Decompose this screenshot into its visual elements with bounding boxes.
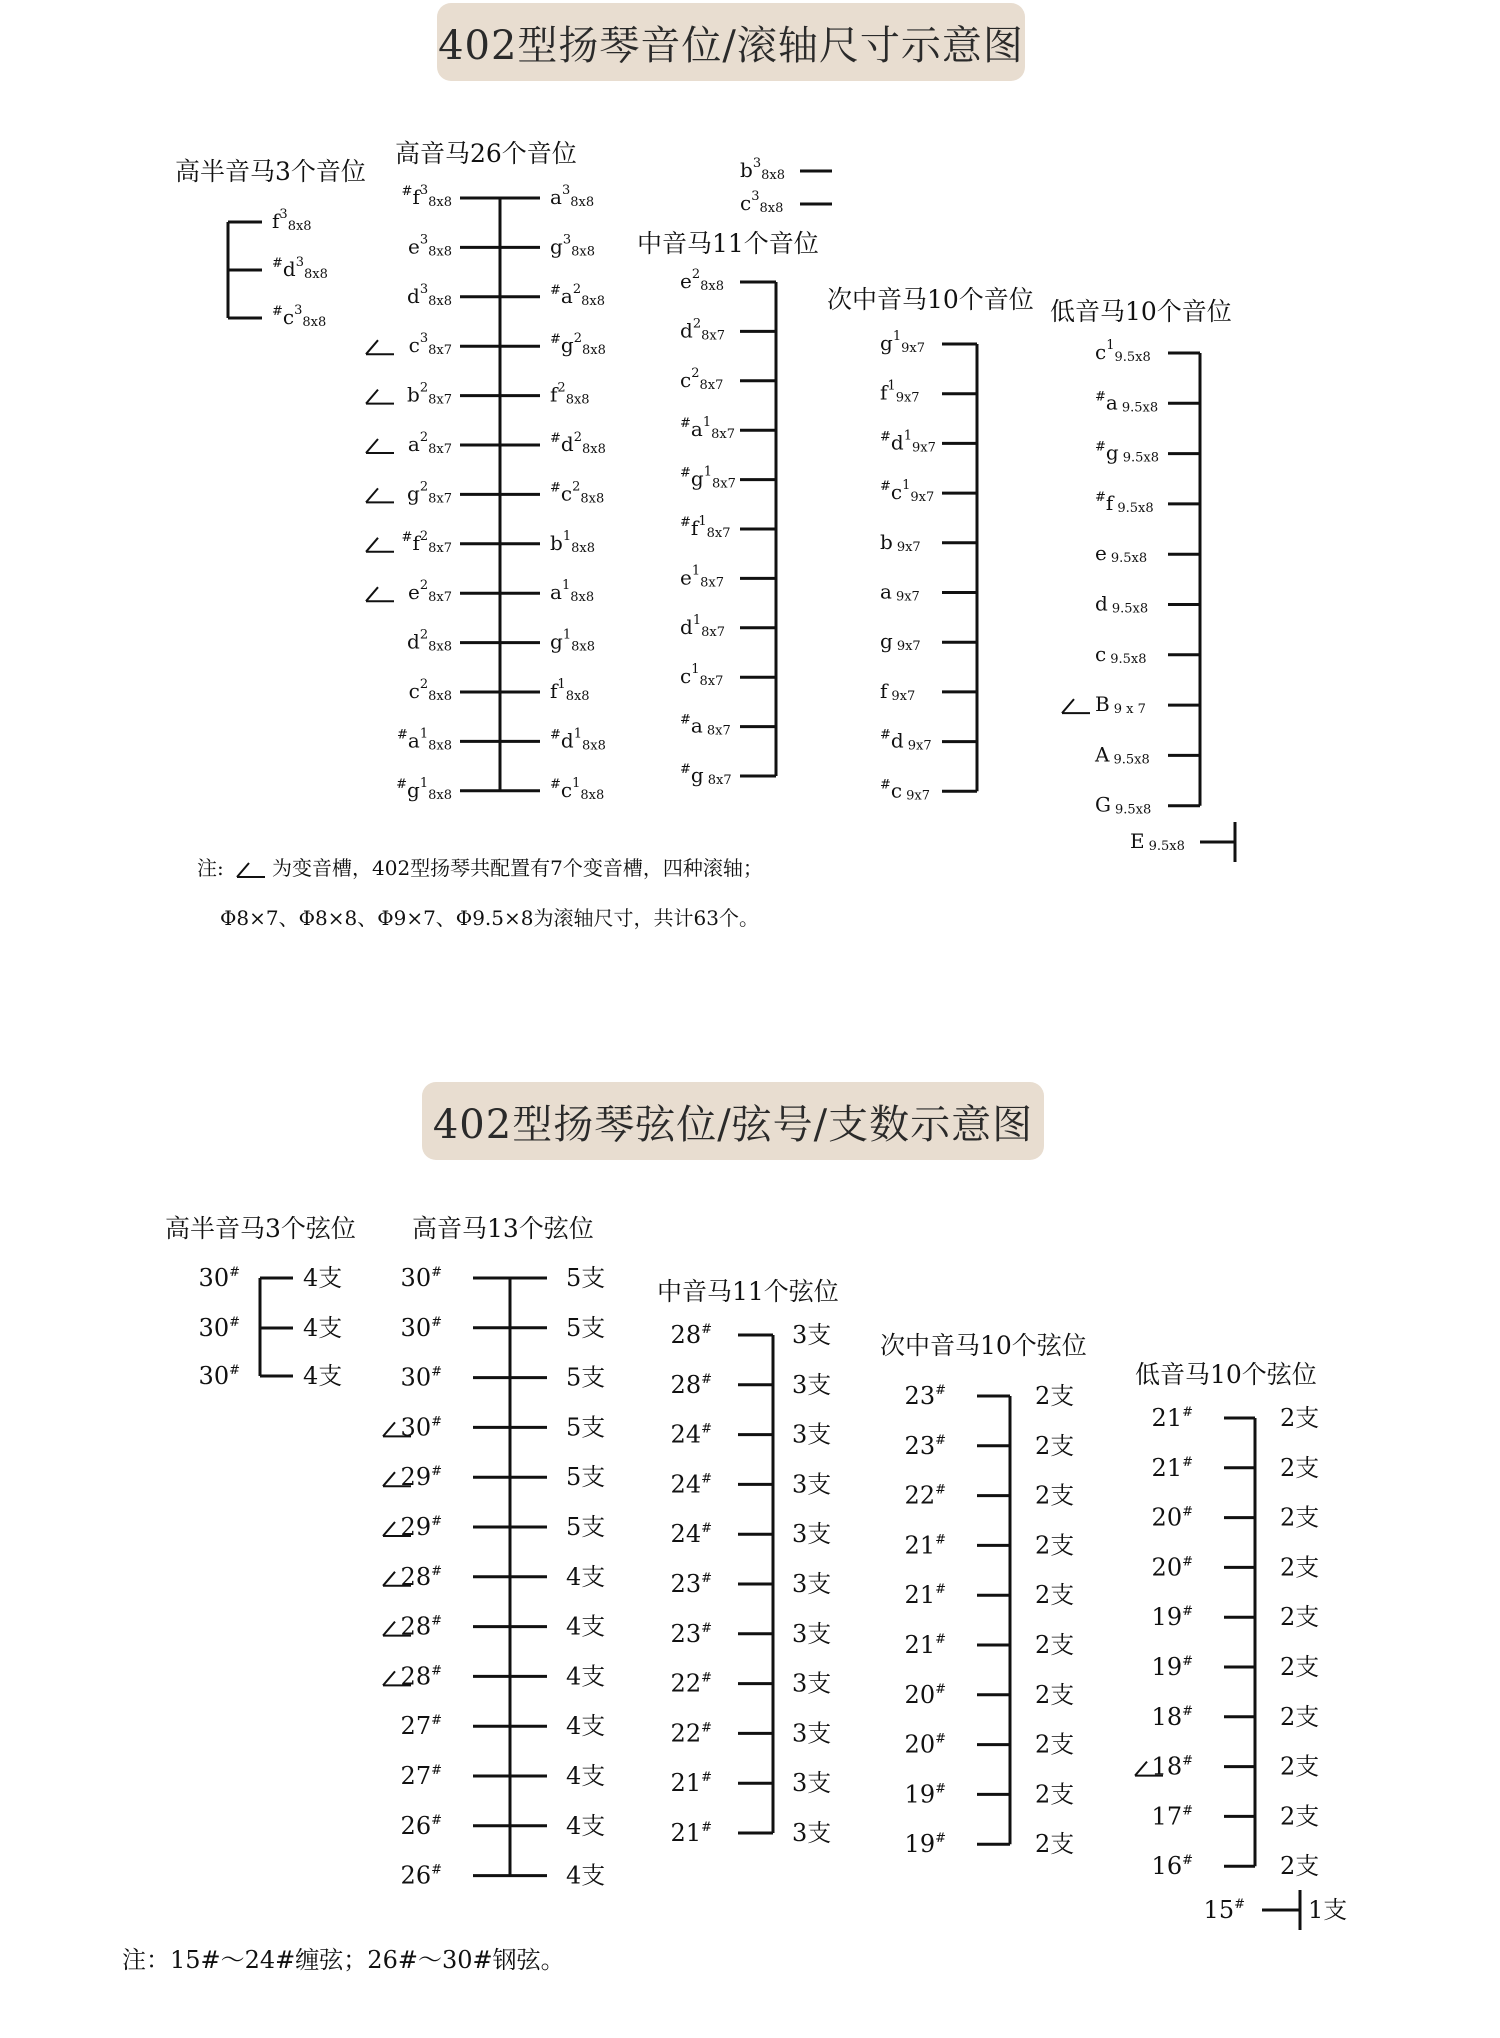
- bottom-hh-count: 4支: [303, 1362, 343, 1390]
- top-low-label: #f 9.5x8: [1095, 489, 1154, 516]
- top-submid-label: b 9x7: [880, 529, 921, 555]
- top-mid-label: $d^2_{8x7}$: [680, 316, 725, 344]
- top-high-left-label: $^{\#}g^1_{8x8}$: [396, 775, 452, 803]
- bottom-submid-label: 19#: [904, 1780, 946, 1809]
- top-high-mod-mark: [366, 340, 394, 354]
- top-low-label: e 9.5x8: [1095, 541, 1148, 567]
- bottom-submid-label: 23#: [904, 1431, 946, 1460]
- bottom-low-count: 2支: [1280, 1852, 1320, 1881]
- bottom-submid-label: 21#: [904, 1581, 946, 1610]
- bottom-low-count: 2支: [1280, 1453, 1320, 1482]
- bottom-mid-count: 3支: [792, 1669, 832, 1698]
- bottom-high-count: 4支: [566, 1762, 606, 1790]
- top-high-right-label: $g^1_{8x8}$: [550, 627, 595, 655]
- bottom-low-count: 2支: [1280, 1653, 1320, 1681]
- bottom-low-label: 21#: [1151, 1453, 1193, 1482]
- bottom-submid-count: 2支: [1035, 1431, 1075, 1460]
- bottom-mid-label: 23#: [670, 1619, 712, 1648]
- bottom-high-count: 4支: [566, 1811, 606, 1840]
- bottom-submid-count: 2支: [1035, 1730, 1075, 1759]
- top-extra-label: $c^3_{8x8}$: [740, 189, 784, 216]
- bottom-mid-label: 24#: [670, 1520, 712, 1549]
- top-mid-label: $c^1_{8x7}$: [680, 662, 724, 690]
- bottom-mid-label: 22#: [670, 1719, 712, 1748]
- bottom-high-label: 30#: [400, 1313, 442, 1342]
- bottom-mid-count: 3支: [792, 1321, 832, 1349]
- top-hh-label: $f^3_{8x8}$: [272, 207, 312, 234]
- bottom-hh-label: 30#: [198, 1264, 240, 1292]
- bottom-high-heading: 高音马13个弦位: [412, 1214, 594, 1243]
- bottom-submid-count: 2支: [1035, 1631, 1075, 1659]
- top-high-right-label: $^{\#}c^2_{8x8}$: [550, 479, 605, 507]
- bottom-high-label: 26#: [400, 1861, 442, 1890]
- bottom-submid-count: 2支: [1035, 1531, 1075, 1560]
- top-submid-label: a 9x7: [880, 579, 920, 605]
- bottom-submid-label: 22#: [904, 1481, 946, 1510]
- top-mid-label: $c^2_{8x7}$: [680, 365, 724, 393]
- bottom-submid-count: 2支: [1035, 1581, 1075, 1610]
- top-title: 402型扬琴音位/滚轴尺寸示意图: [437, 3, 1025, 81]
- bottom-high-count: 5支: [566, 1363, 606, 1392]
- top-note-line1: 为变音槽，402型扬琴共配置有7个变音槽，四种滚轴；: [272, 856, 763, 880]
- bottom-low-count: 2支: [1280, 1752, 1320, 1781]
- bottom-high-count: 4支: [566, 1662, 606, 1691]
- bottom-mid-count: 3支: [792, 1719, 832, 1748]
- top-mid-label: #g 8x7: [680, 762, 732, 788]
- bottom-high-count: 4支: [566, 1612, 606, 1641]
- bottom-mid-label: 23#: [670, 1570, 712, 1598]
- bottom-low-label: 17#: [1151, 1802, 1193, 1831]
- bottom-mid-count: 3支: [792, 1470, 832, 1499]
- bottom-low-heading: 低音马10个弦位: [1135, 1360, 1317, 1389]
- bottom-submid-count: 2支: [1035, 1780, 1075, 1809]
- bottom-low-label: 19#: [1151, 1653, 1193, 1681]
- bottom-low-label: 20#: [1151, 1503, 1193, 1532]
- bottom-high-count: 5支: [566, 1463, 606, 1492]
- bottom-mid-label: 28#: [670, 1370, 712, 1399]
- bottom-low-count: 2支: [1280, 1404, 1320, 1432]
- bottom-mid-count: 3支: [792, 1819, 832, 1847]
- top-high-left-label: $^{\#}f^3_{8x8}$: [401, 183, 452, 210]
- top-low-label: d 9.5x8: [1095, 591, 1149, 617]
- bottom-hh-label: 30#: [198, 1362, 240, 1390]
- top-high-right-label: $g^3_{8x8}$: [550, 232, 595, 260]
- bottom-mid-count: 3支: [792, 1619, 832, 1648]
- top-low-label: #a 9.5x8: [1095, 389, 1159, 416]
- top-high-left-label: $b^2_{8x7}$: [407, 380, 452, 408]
- bottom-low-count: 2支: [1280, 1603, 1320, 1632]
- bottom-low-label: 18#: [1151, 1752, 1193, 1781]
- bottom-high-count: 5支: [566, 1413, 606, 1442]
- bottom-high-label: 28#: [400, 1612, 442, 1641]
- bottom-mid-label: 28#: [670, 1321, 712, 1349]
- bottom-hh-count: 4支: [303, 1264, 343, 1292]
- top-low-label: $c^1_{9.5x8}$: [1095, 338, 1151, 365]
- top-high-mod-mark: [366, 390, 394, 404]
- top-mid-label: $^{\#}g^1_{8x7}$: [680, 464, 736, 492]
- top-submid-label: #d 9x7: [880, 727, 932, 754]
- top-high-mod-mark: [366, 439, 394, 453]
- bottom-hh-count: 4支: [303, 1314, 343, 1342]
- bottom-high-label: 28#: [400, 1562, 442, 1591]
- top-high-right-label: $b^1_{8x8}$: [550, 528, 595, 556]
- top-high-right-label: $^{\#}d^2_{8x8}$: [550, 430, 606, 457]
- bottom-mid-heading: 中音马11个弦位: [657, 1277, 839, 1306]
- bottom-submid-label: 21#: [904, 1631, 946, 1659]
- top-mid-label: $e^1_{8x7}$: [680, 563, 724, 591]
- bottom-high-label: 27#: [400, 1712, 442, 1741]
- top-high-left-label: $e^2_{8x7}$: [408, 578, 452, 606]
- bottom-high-count: 4支: [566, 1861, 606, 1890]
- top-submid-label: g 9x7: [880, 629, 921, 655]
- top-submid-label: $^{\#}d^1_{9x7}$: [880, 428, 936, 456]
- top-high-right-label: $^{\#}g^2_{8x8}$: [550, 331, 606, 359]
- top-extra-label: $b^3_{8x8}$: [740, 156, 785, 183]
- top-high-right-label: $f^1_{8x8}$: [550, 677, 590, 704]
- bottom-mid-count: 3支: [792, 1769, 832, 1798]
- bottom-submid-label: 20#: [904, 1730, 946, 1759]
- bottom-submid-label: 19#: [904, 1830, 946, 1859]
- bottom-note: 注：15#～24#缠弦；26#～30#钢弦。: [122, 1946, 565, 1974]
- top-mid-label: $d^1_{8x7}$: [680, 612, 725, 640]
- bottom-title: 402型扬琴弦位/弦号/支数示意图: [422, 1082, 1044, 1160]
- top-high-left-label: $e^3_{8x8}$: [408, 232, 452, 260]
- bottom-high-label: 27#: [400, 1762, 442, 1790]
- top-low-mod-mark: [1062, 699, 1090, 713]
- bottom-low-count: 2支: [1280, 1503, 1320, 1532]
- bottom-submid-count: 2支: [1035, 1680, 1075, 1709]
- top-low-label: B 9 x 7: [1095, 692, 1146, 718]
- bottom-high-label: 26#: [400, 1811, 442, 1840]
- top-high-left-label: $g^2_{8x7}$: [407, 479, 452, 507]
- bottom-submid-count: 2支: [1035, 1382, 1075, 1410]
- top-note-prefix: 注:: [197, 856, 224, 880]
- bottom-low-label: 18#: [1151, 1702, 1193, 1731]
- top-high-left-label: $^{\#}a^1_{8x8}$: [397, 726, 452, 754]
- top-submid-heading: 次中音马10个音位: [827, 285, 1034, 314]
- bottom-lowE-count: 1支: [1308, 1896, 1348, 1924]
- bottom-high-label: 30#: [400, 1363, 442, 1392]
- top-submid-label: $g^1_{9x7}$: [880, 329, 925, 356]
- bottom-low-label: 16#: [1151, 1852, 1193, 1881]
- top-high-left-label: $c^2_{8x8}$: [408, 677, 452, 704]
- top-high-right-label: $f^2_{8x8}$: [550, 380, 590, 408]
- top-high-right-label: $^{\#}a^2_{8x8}$: [550, 281, 605, 309]
- top-mid-heading: 中音马11个音位: [637, 229, 819, 258]
- bottom-low-label: 21#: [1151, 1404, 1193, 1432]
- bottom-mid-label: 24#: [670, 1470, 712, 1499]
- bottom-mid-count: 3支: [792, 1370, 832, 1399]
- bottom-high-count: 5支: [566, 1513, 606, 1541]
- bottom-high-count: 4支: [566, 1712, 606, 1741]
- bottom-mid-label: 24#: [670, 1420, 712, 1449]
- top-high-right-label: $a^3_{8x8}$: [550, 183, 595, 210]
- top-high-right-label: $^{\#}c^1_{8x8}$: [550, 775, 605, 803]
- top-high-mod-mark: [366, 538, 394, 552]
- top-high-mod-mark: [366, 587, 394, 601]
- top-low-label: #g 9.5x8: [1095, 439, 1159, 466]
- bottom-submid-count: 2支: [1035, 1830, 1075, 1859]
- top-submid-label: f 9x7: [880, 678, 916, 704]
- top-low-heading: 低音马10个音位: [1050, 297, 1232, 326]
- bottom-high-count: 5支: [566, 1313, 606, 1342]
- top-hh-heading: 高半音马3个音位: [175, 157, 366, 186]
- bottom-mid-label: 21#: [670, 1769, 712, 1798]
- bottom-high-label: 29#: [400, 1463, 442, 1492]
- top-high-heading: 高音马26个音位: [395, 139, 577, 168]
- bottom-low-count: 2支: [1280, 1802, 1320, 1831]
- top-hh-label: $^{\#}d^3_{8x8}$: [272, 255, 328, 282]
- bottom-submid-label: 23#: [904, 1382, 946, 1410]
- top-high-left-label: $c^3_{8x7}$: [408, 331, 452, 359]
- bottom-low-count: 2支: [1280, 1553, 1320, 1582]
- top-high-left-label: $a^2_{8x7}$: [407, 430, 452, 457]
- bottom-high-count: 5支: [566, 1264, 606, 1292]
- top-mid-label: $^{\#}f^1_{8x7}$: [680, 514, 731, 541]
- top-submid-label: $f^1_{9x7}$: [880, 378, 920, 406]
- top-high-left-label: $d^2_{8x8}$: [407, 627, 452, 655]
- bottom-hh-label: 30#: [198, 1314, 240, 1342]
- bottom-submid-label: 20#: [904, 1680, 946, 1709]
- bottom-low-label: 20#: [1151, 1553, 1193, 1582]
- top-low-label: c 9.5x8: [1095, 641, 1147, 667]
- bottom-submid-heading: 次中音马10个弦位: [880, 1331, 1087, 1360]
- top-lowE-label: E 9.5x8: [1130, 829, 1185, 854]
- top-note-line2: Φ8×7、Φ8×8、Φ9×7、Φ9.5×8为滚轴尺寸，共计63个。: [220, 906, 759, 930]
- bottom-mid-count: 3支: [792, 1570, 832, 1598]
- bottom-high-label: 30#: [400, 1264, 442, 1292]
- top-high-left-label: $d^3_{8x8}$: [407, 281, 452, 309]
- top-high-mod-mark: [366, 488, 394, 502]
- top-hh-label: $^{\#}c^3_{8x8}$: [272, 303, 327, 330]
- bottom-high-label: 29#: [400, 1513, 442, 1541]
- bottom-lowE-label: 15#: [1203, 1896, 1245, 1924]
- top-mid-label: #a 8x7: [680, 712, 731, 739]
- bottom-submid-count: 2支: [1035, 1481, 1075, 1510]
- bottom-mid-label: 21#: [670, 1819, 712, 1847]
- top-mid-label: $e^2_{8x8}$: [680, 267, 724, 294]
- top-low-label: G 9.5x8: [1095, 792, 1152, 818]
- bottom-low-label: 19#: [1151, 1603, 1193, 1632]
- bottom-mid-count: 3支: [792, 1520, 832, 1549]
- bottom-low-count: 2支: [1280, 1702, 1320, 1731]
- top-low-label: A 9.5x8: [1095, 742, 1150, 768]
- bottom-hh-heading: 高半音马3个弦位: [165, 1214, 356, 1243]
- top-high-left-label: $^{\#}f^2_{8x7}$: [401, 528, 452, 556]
- bottom-mid-count: 3支: [792, 1420, 832, 1449]
- top-submid-label: $^{\#}c^1_{9x7}$: [880, 478, 935, 506]
- bottom-high-count: 4支: [566, 1562, 606, 1591]
- bottom-high-label: 30#: [400, 1413, 442, 1442]
- top-submid-label: #c 9x7: [880, 777, 930, 804]
- bottom-submid-label: 21#: [904, 1531, 946, 1560]
- top-high-right-label: $^{\#}d^1_{8x8}$: [550, 726, 606, 754]
- top-mid-label: $^{\#}a^1_{8x7}$: [680, 415, 735, 443]
- bottom-high-label: 28#: [400, 1662, 442, 1691]
- top-high-right-label: $a^1_{8x8}$: [550, 578, 595, 606]
- bottom-mid-label: 22#: [670, 1669, 712, 1698]
- top-note-mod-mark: [237, 863, 265, 877]
